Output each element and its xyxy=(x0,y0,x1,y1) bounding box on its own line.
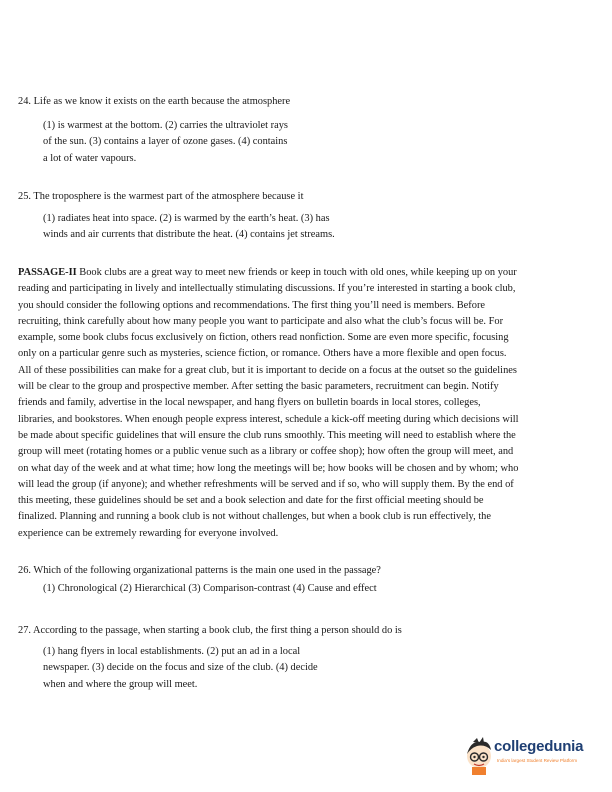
passage-line: on what day of the week and at what time; how long the meetings will be; how books will be chosen and by whom; who xyxy=(18,462,519,474)
option-line: (1) hang flyers in local establishments. (2) put an ad in a local xyxy=(43,646,301,657)
option-line: when and where the group will meet. xyxy=(43,678,198,690)
brand-tagline: India's largest Student Review Platform xyxy=(497,758,578,763)
option-line: of the sun. (3) contains a layer of ozone gases. (4) contains xyxy=(43,136,288,148)
passage-line: you should consider the following options and recommendations. The first thing you’ll need is members. Before xyxy=(18,299,486,311)
passage-line: finalized. Planning and running a book club is not without challenges, but when a book club is run effectively, the xyxy=(18,511,491,523)
passage-line: experience can be extremely rewarding for everyone involved. xyxy=(18,527,279,539)
passage-text: Book clubs are a great way to meet new friends or keep in touch with old ones, while keeping up on your xyxy=(76,267,517,278)
option-line: (1) is warmest at the bottom. (2) carries the ultraviolet rays xyxy=(43,120,288,131)
passage-line: will be clear to the group and prospective member. After setting the basic parameters, recruitment can begin. Notify xyxy=(18,381,499,393)
question-26-stem: 26. Which of the following organizational patterns is the main one used in the passage? xyxy=(18,565,381,576)
passage-line: only on a particular genre such as mysteries, science fiction, or romance. Others have a more flexible and open focus. xyxy=(18,348,507,360)
passage-line: this meeting, these guidelines should be set and a book selection and date for the first official meeting should be xyxy=(18,495,484,507)
option-line: winds and air currents that distribute the heat. (4) contains jet streams. xyxy=(43,229,335,241)
option-line: newspaper. (3) decide on the focus and size of the club. (4) decide xyxy=(43,662,318,674)
question-24-stem: 24. Life as we know it exists on the earth because the atmosphere xyxy=(18,96,291,107)
option-line: (1) radiates heat into space. (2) is warmed by the earth’s heat. (3) has xyxy=(43,213,330,224)
passage-line: group will meet (rotating homes or a public venue such as a library or coffee shop); how often the group will meet, and xyxy=(18,446,514,458)
passage-line: friends and family, advertise in the local newspaper, and hang flyers on bulletin boards in local stores, colleges, xyxy=(18,397,481,409)
question-25-options xyxy=(43,211,335,244)
option-line: a lot of water vapours. xyxy=(43,152,137,164)
question-26-options xyxy=(43,581,377,597)
passage-line: be made about specific guidelines that will ensure the club runs smoothly. This meeting will need to establish where the xyxy=(18,429,516,441)
question-27-stem: 27. According to the passage, when starting a book club, the first thing a person should do is xyxy=(18,625,402,636)
question-25-stem: 25. The troposphere is the warmest part of the atmosphere because it xyxy=(18,191,304,202)
passage-line: libraries, and bookstores. When enough people express interest, schedule a kick-off meeting during which decisions will xyxy=(18,413,519,425)
passage-ii xyxy=(18,265,598,542)
passage-line: All of these possibilities can make for a great club, but it is important to decide on a focus at the outset so the guidelines xyxy=(18,364,517,376)
passage-first-line xyxy=(18,265,598,281)
option-line: (1) Chronological (2) Hierarchical (3) Comparison-contrast (4) Cause and effect xyxy=(43,583,377,594)
question-27-options xyxy=(43,644,318,693)
passage-line: will lead the group (if anyone); and whether refreshments will be served and if so, who will supply them. By the end of xyxy=(18,478,514,490)
passage-line: reading and participating in lively and intellectually stimulating discussions. If you’re interested in starting a book club, xyxy=(18,283,516,295)
passage-line: example, some book clubs focus exclusively on fiction, others read nonfiction. Some are even more specific, focusing xyxy=(18,332,509,344)
brand-name: collegedunia xyxy=(494,738,584,755)
passage-heading: PASSAGE-II xyxy=(18,267,77,278)
passage-line: recruiting, think carefully about how many people you want to participate and also what the club’s focus will be. For xyxy=(18,315,504,327)
question-24-options xyxy=(43,118,288,167)
